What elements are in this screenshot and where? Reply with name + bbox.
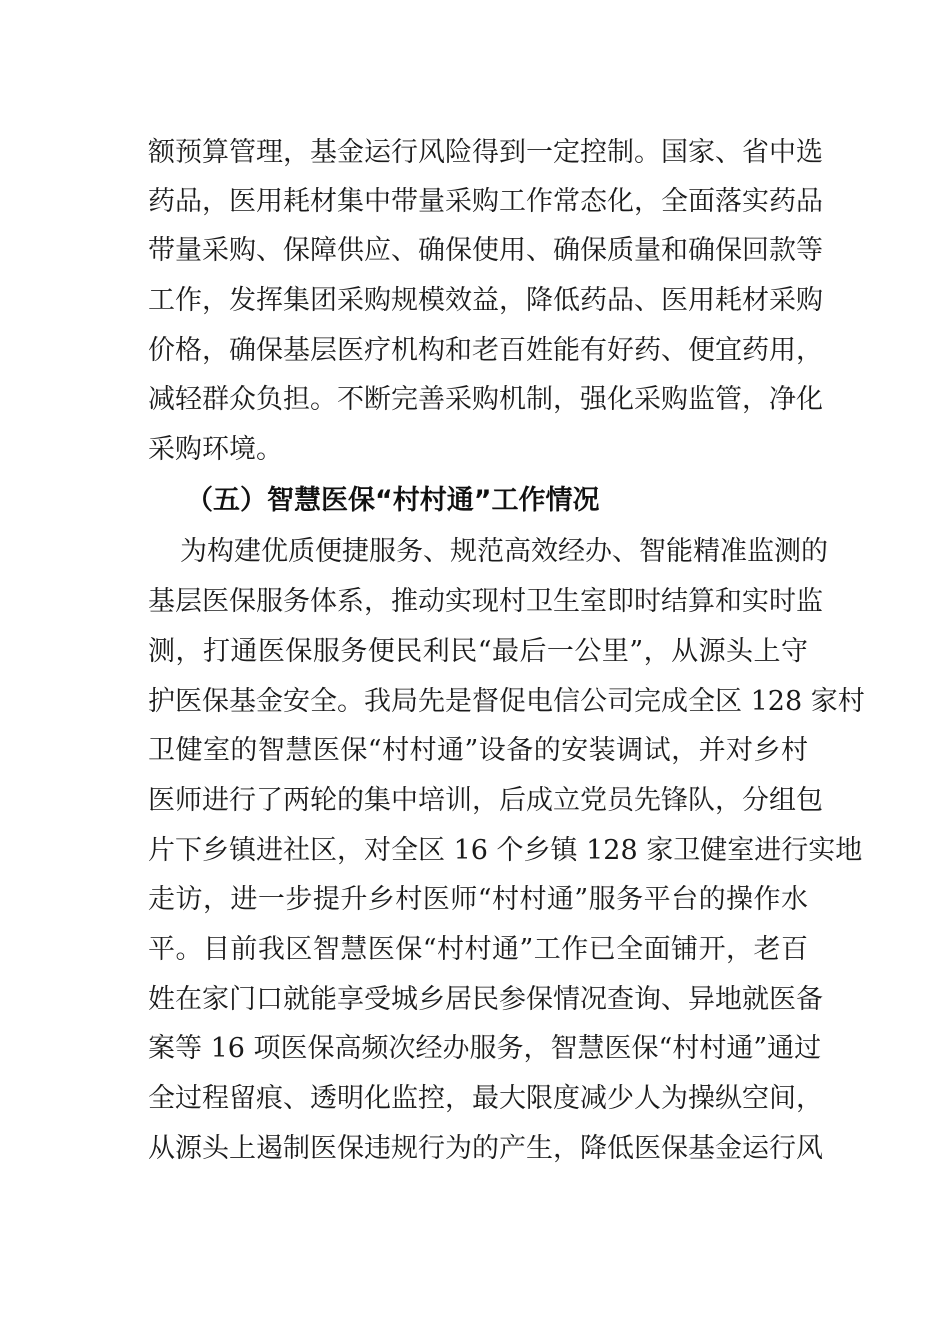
paragraph-1-line-6: 减轻群众负担。不断完善采购机制，强化采购监管，净化: [148, 384, 823, 415]
paragraph-2-line-1: 为构建优质便捷服务、规范高效经办、智能精准监测的: [180, 536, 828, 567]
paragraph-2-line-4: 护医保基金安全。我局先是督促电信公司完成全区 128 家村: [148, 686, 865, 717]
paragraph-1-line-3: 带量采购、保障供应、确保使用、确保质量和确保回款等: [148, 235, 823, 266]
paragraph-2-line-6: 医师进行了两轮的集中培训，后成立党员先锋队，分组包: [148, 785, 823, 816]
paragraph-2-line-12: 全过程留痕、透明化监控，最大限度减少人为操纵空间，: [148, 1083, 823, 1114]
paragraph-1-line-7: 采购环境。: [148, 434, 283, 465]
paragraph-2-line-8: 走访，进一步提升乡村医师“村村通”服务平台的操作水: [148, 884, 808, 915]
paragraph-1-line-5: 价格，确保基层医疗机构和老百姓能有好药、便宜药用，: [148, 335, 823, 366]
paragraph-2-line-9: 平。目前我区智慧医保“村村通”工作已全面铺开，老百: [148, 934, 808, 965]
paragraph-2-line-3: 测，打通医保服务便民利民“最后一公里”，从源头上守: [148, 636, 808, 667]
paragraph-2-line-13: 从源头上遏制医保违规行为的产生，降低医保基金运行风: [148, 1133, 823, 1164]
paragraph-2-line-11: 案等 16 项医保高频次经办服务，智慧医保“村村通”通过: [148, 1033, 822, 1064]
paragraph-2-line-7: 片下乡镇进社区，对全区 16 个乡镇 128 家卫健室进行实地: [148, 835, 863, 866]
paragraph-1-line-1: 额预算管理，基金运行风险得到一定控制。国家、省中选: [148, 137, 823, 168]
section-heading: （五）智慧医保“村村通”工作情况: [186, 485, 600, 516]
paragraph-1-line-4: 工作，发挥集团采购规模效益，降低药品、医用耗材采购: [148, 285, 823, 316]
paragraph-1-line-2: 药品，医用耗材集中带量采购工作常态化，全面落实药品: [148, 186, 823, 217]
paragraph-2-line-5: 卫健室的智慧医保“村村通”设备的安装调试，并对乡村: [148, 735, 808, 766]
paragraph-2-line-2: 基层医保服务体系，推动实现村卫生室即时结算和实时监: [148, 586, 823, 617]
paragraph-2-line-10: 姓在家门口就能享受城乡居民参保情况查询、异地就医备: [148, 984, 823, 1015]
